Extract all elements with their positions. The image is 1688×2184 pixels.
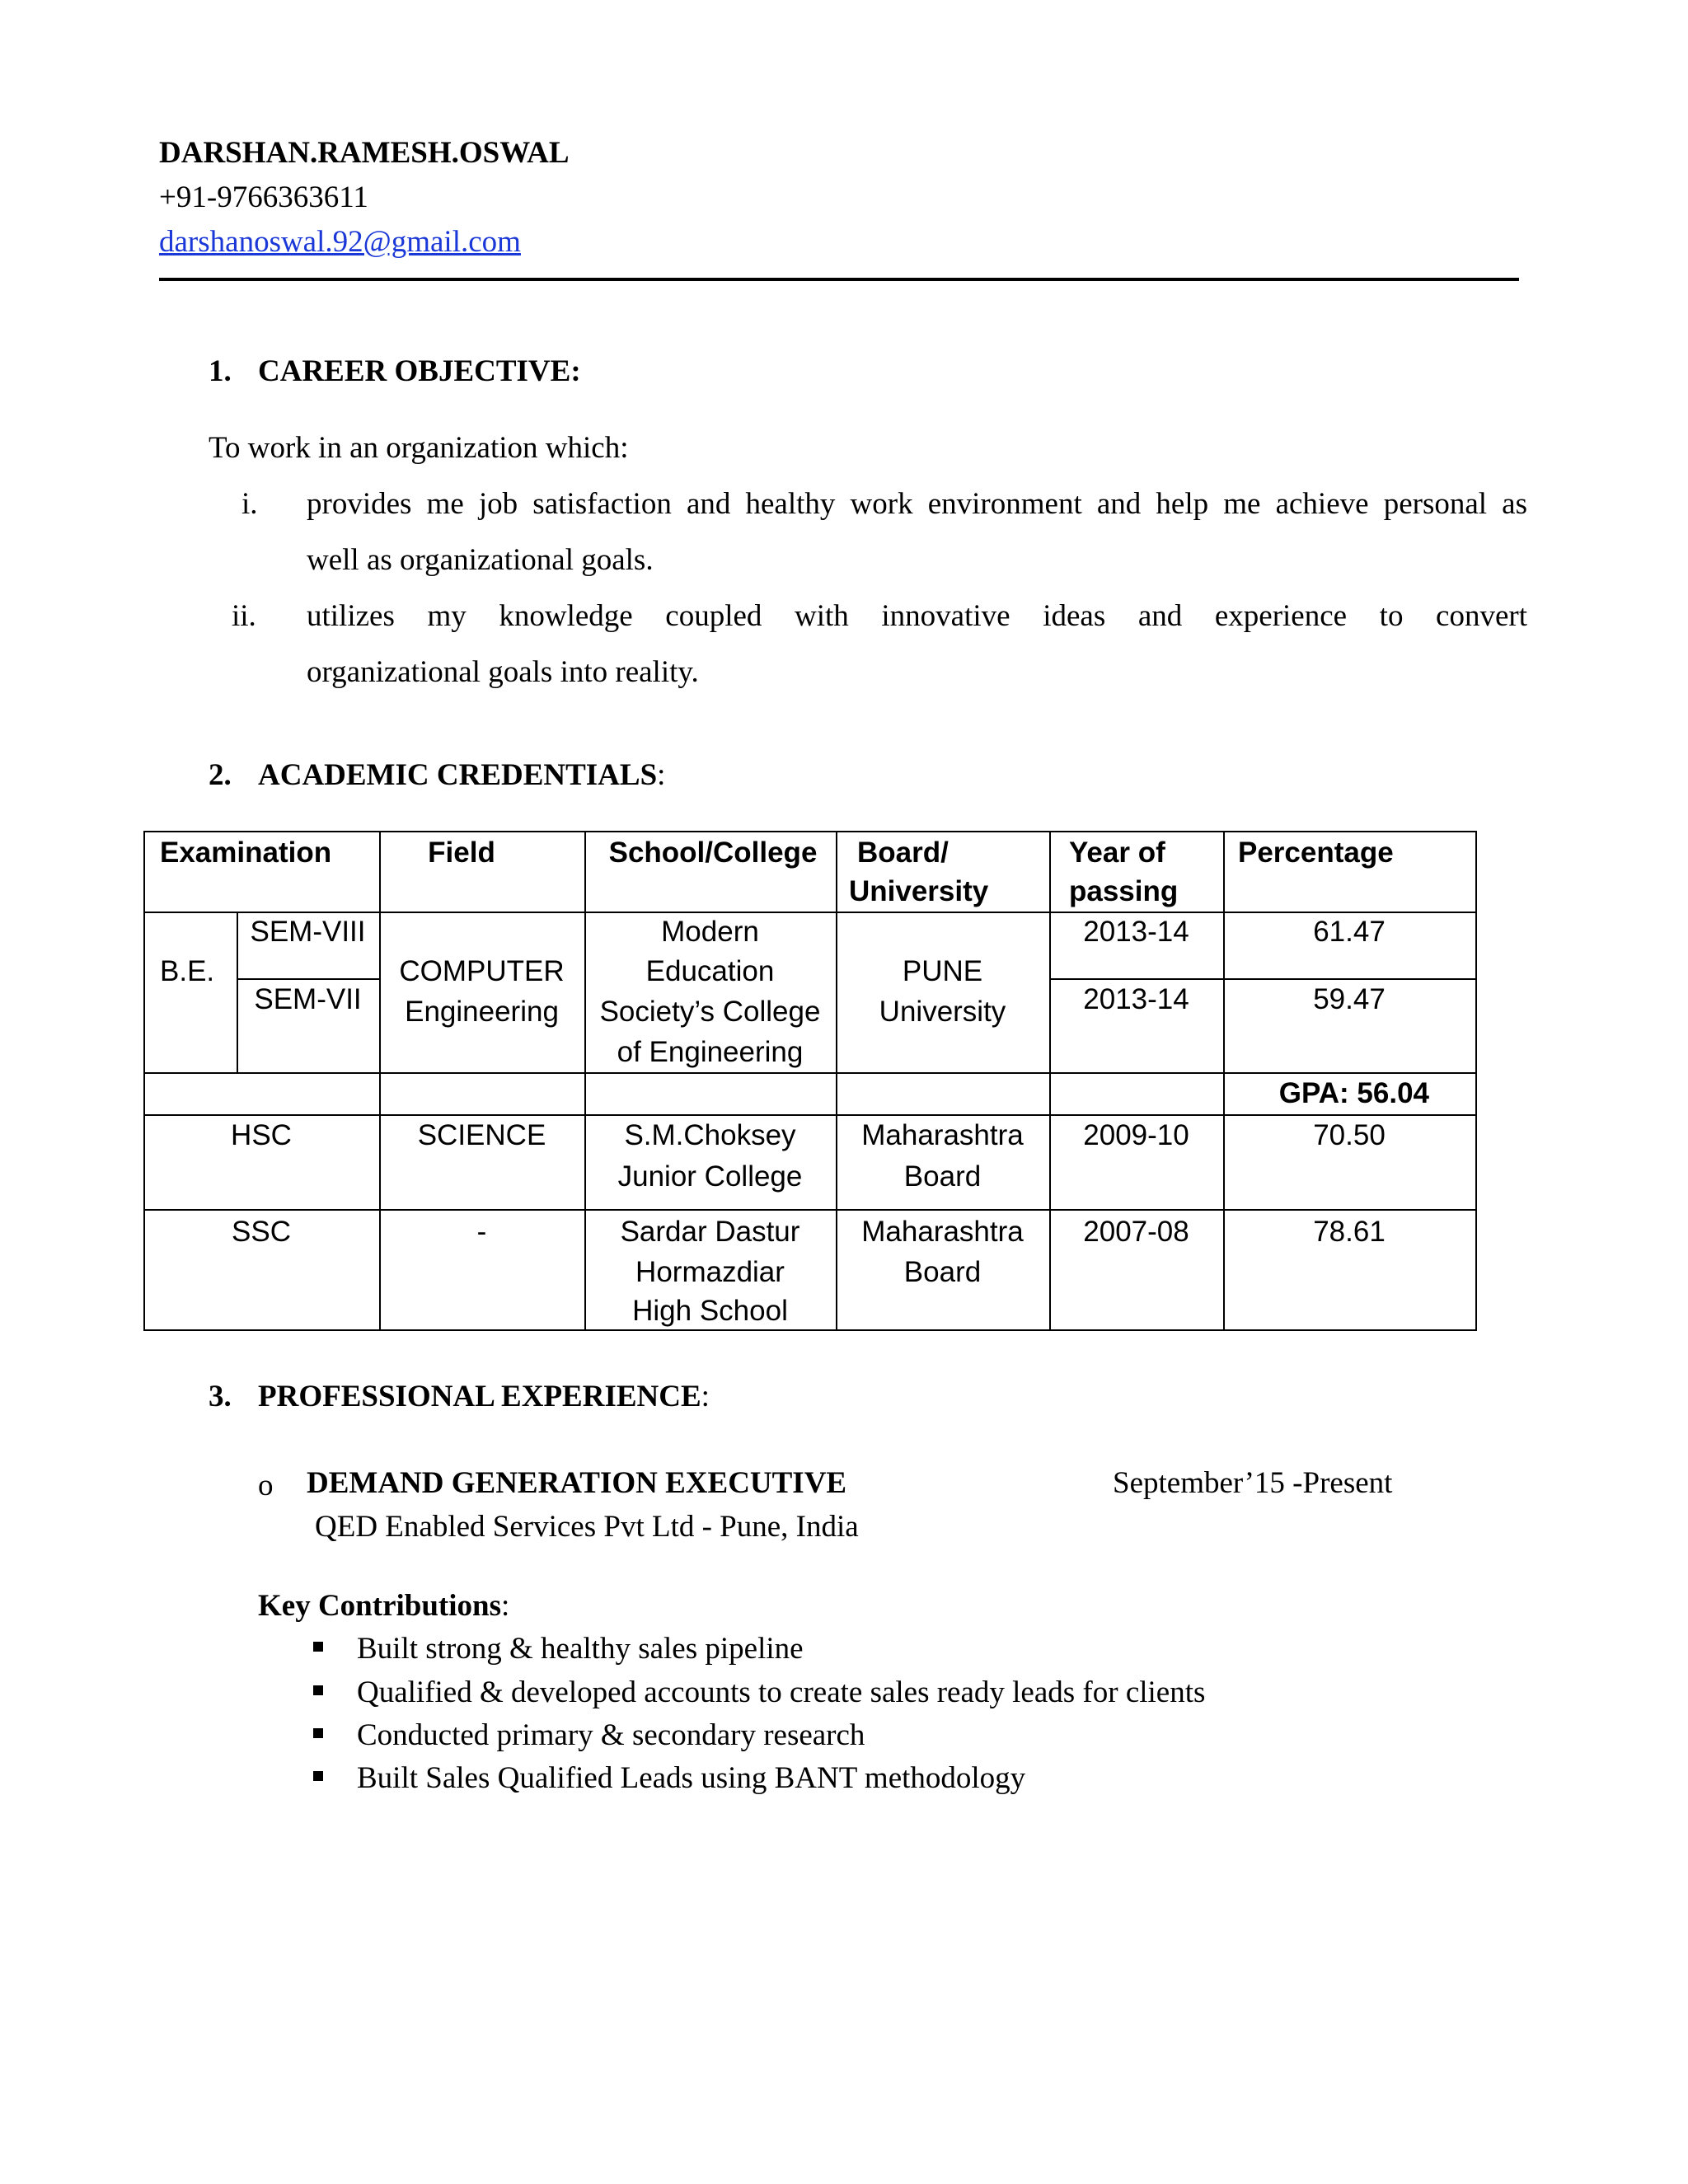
gpa-value: GPA: 56.04 xyxy=(1278,1077,1429,1109)
col-header-school: School/College xyxy=(608,837,818,869)
hsc-percentage: 70.50 xyxy=(1313,1119,1386,1151)
experience-heading-number: 3. xyxy=(209,1380,232,1413)
ssc-year: 2007-08 xyxy=(1083,1216,1189,1248)
header-divider xyxy=(159,278,1519,281)
bullet-square-icon xyxy=(313,1771,323,1781)
career-intro: To work in an organization which: xyxy=(209,431,629,465)
be-sem8: SEM-VIII xyxy=(250,916,366,948)
phone-number: +91-9766363611 xyxy=(159,180,368,214)
bullet-square-icon xyxy=(313,1685,323,1695)
hsc-board-1: Maharashtra xyxy=(861,1119,1024,1151)
be-sem7-year: 2013-14 xyxy=(1083,983,1189,1015)
be-exam: B.E. xyxy=(160,955,215,987)
key-contributions-label: Key Contributions: xyxy=(258,1589,510,1623)
ssc-college-1: Sardar Dastur xyxy=(620,1216,800,1248)
role-title: DEMAND GENERATION EXECUTIVE xyxy=(307,1466,847,1500)
ssc-board-2: Board xyxy=(903,1256,982,1288)
company-name: QED Enabled Services Pvt Ltd - Pune, India xyxy=(315,1510,859,1544)
hsc-exam: HSC xyxy=(231,1119,292,1151)
contribution-item-4: Built Sales Qualified Leads using BANT methodology xyxy=(357,1761,1026,1795)
hsc-college-1: S.M.Choksey xyxy=(624,1119,796,1151)
objective-item-1-line2: well as organizational goals. xyxy=(307,543,654,577)
ssc-college-3: High School xyxy=(632,1295,788,1327)
objective-marker-2: ii. xyxy=(232,599,256,633)
academic-heading: ACADEMIC CREDENTIALS: xyxy=(258,758,666,792)
be-college-1: Modern xyxy=(661,916,759,948)
be-board-2: University xyxy=(879,996,1006,1028)
experience-heading: PROFESSIONAL EXPERIENCE: xyxy=(258,1380,710,1413)
ssc-board-1: Maharashtra xyxy=(861,1216,1024,1248)
be-board-1: PUNE xyxy=(902,955,983,987)
hsc-college-2: Junior College xyxy=(617,1160,803,1193)
ssc-field: - xyxy=(476,1216,487,1248)
col-header-board-1: Board/ xyxy=(857,837,949,869)
ssc-college-2: Hormazdiar xyxy=(635,1256,785,1288)
email-link[interactable]: darshanoswal.92@gmail.com xyxy=(159,225,521,259)
hsc-board-2: Board xyxy=(903,1160,982,1193)
col-header-examination: Examination xyxy=(160,837,332,869)
be-field-2: Engineering xyxy=(405,996,559,1028)
be-sem8-year: 2013-14 xyxy=(1083,916,1189,948)
objective-item-1-line1: provides me job satisfaction and healthy work environment and help me achieve personal as xyxy=(307,487,1527,521)
role-marker: o xyxy=(258,1469,274,1502)
be-sem7: SEM-VII xyxy=(254,983,362,1015)
contribution-item-2: Qualified & developed accounts to create sales ready leads for clients xyxy=(357,1675,1206,1709)
be-college-3: Society’s College xyxy=(599,996,821,1028)
bullet-square-icon xyxy=(313,1728,323,1738)
objective-marker-1: i. xyxy=(241,487,258,521)
role-period: September’15 -Present xyxy=(1113,1466,1393,1500)
bullet-square-icon xyxy=(313,1642,323,1652)
objective-item-2-line2: organizational goals into reality. xyxy=(307,655,699,689)
candidate-name: DARSHAN.RAMESH.OSWAL xyxy=(159,136,570,170)
hsc-field: SCIENCE xyxy=(417,1119,546,1151)
col-header-board-2: University xyxy=(849,875,989,907)
hsc-year: 2009-10 xyxy=(1083,1119,1189,1151)
col-header-year-2: passing xyxy=(1069,875,1179,907)
be-sem7-percentage: 59.47 xyxy=(1313,983,1386,1015)
col-header-field: Field xyxy=(428,837,495,869)
be-college-4: of Engineering xyxy=(617,1036,804,1068)
col-header-percentage: Percentage xyxy=(1238,837,1394,869)
academic-heading-number: 2. xyxy=(209,758,232,792)
contribution-item-3: Conducted primary & secondary research xyxy=(357,1718,865,1752)
col-header-year-1: Year of xyxy=(1069,837,1165,869)
career-heading: CAREER OBJECTIVE: xyxy=(258,354,581,388)
objective-item-2-line1: utilizes my knowledge coupled with innovative ideas and experience to convert xyxy=(307,599,1527,633)
career-heading-number: 1. xyxy=(209,354,232,388)
be-sem8-percentage: 61.47 xyxy=(1313,916,1386,948)
be-field-1: COMPUTER xyxy=(399,955,565,987)
ssc-exam: SSC xyxy=(232,1216,291,1248)
be-college-2: Education xyxy=(645,955,775,987)
contribution-item-1: Built strong & healthy sales pipeline xyxy=(357,1632,804,1666)
ssc-percentage: 78.61 xyxy=(1313,1216,1386,1248)
